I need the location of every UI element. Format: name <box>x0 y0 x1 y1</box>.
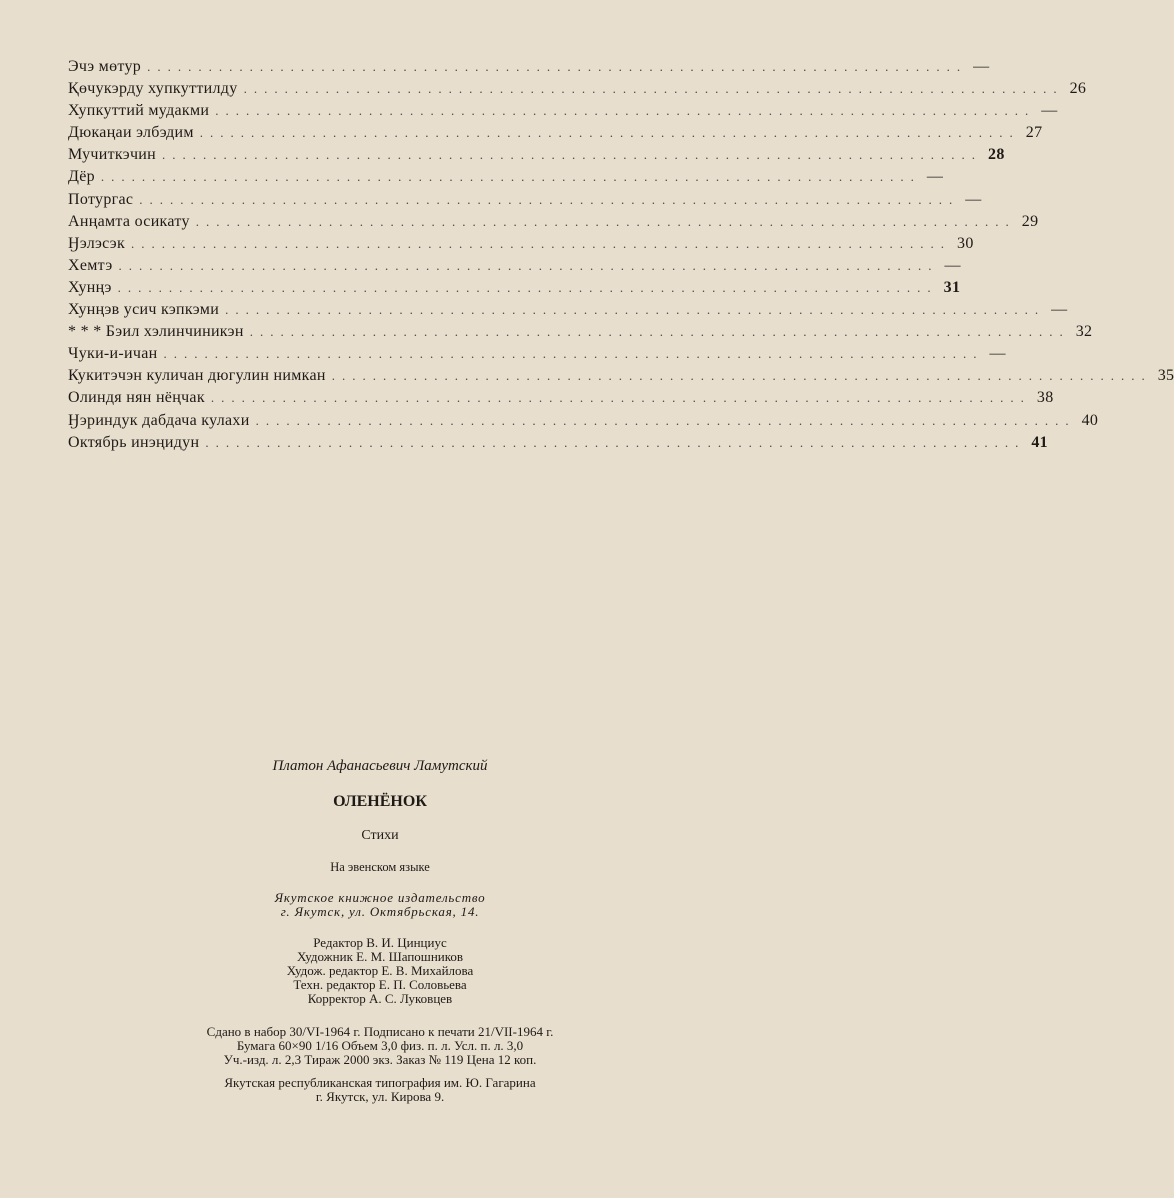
toc-entry-title: Анңамта осикату <box>68 212 190 230</box>
toc-entry-title: Хунңэ <box>68 278 112 296</box>
toc-entry-page: 28 <box>988 146 1005 164</box>
dot-leader: ................................................................................ <box>163 346 984 362</box>
book-language: На эвенском языке <box>330 860 430 874</box>
toc-entry-title: Чуки-и-ичан <box>68 345 158 363</box>
dot-leader: ................................................................................ <box>255 412 1076 428</box>
toc-entry-title: Хупкуттий мудакми <box>68 102 210 120</box>
toc-entry-page: 38 <box>1036 389 1054 407</box>
toc-entry <box>68 389 1054 411</box>
dot-leader: ................................................................................ <box>147 59 968 74</box>
toc-entry-page: — <box>926 168 944 186</box>
toc-entry <box>68 234 974 257</box>
toc-entry-title: Потургас <box>68 190 134 208</box>
print-info-line: Сдано в набор 30/VI-1964 г. Подписано к печати 21/VII-1964 г. <box>206 1024 554 1039</box>
dot-leader: ................................................................................ <box>195 213 1016 229</box>
toc-entry-page: 40 <box>1081 411 1099 429</box>
toc-entry-title: Ӈэлэсэк <box>68 234 126 252</box>
credit-line: Худож. редактор Е. В. Михайлова <box>286 963 474 978</box>
book-genre: Стихи <box>361 828 399 843</box>
toc-entry-title: Хемтэ <box>68 256 113 274</box>
toc-entry-page: 41 <box>1031 433 1048 451</box>
toc-entry-page: 29 <box>1021 212 1039 230</box>
print-info-line: Бумага 60×90 1/16 Объем 3,0 физ. п. л. Усл. п. л. 3,0 <box>236 1038 524 1053</box>
dot-leader: ................................................................................ <box>139 191 960 207</box>
toc-entry-title: Мучиткэчин <box>68 146 157 164</box>
toc-entry-page: 35 <box>1157 367 1174 385</box>
print-info <box>0 1025 760 1067</box>
toc-entry <box>68 301 1068 323</box>
toc-entry <box>68 433 1048 456</box>
dot-leader: ................................................................................ <box>100 169 921 185</box>
toc-entry-page: — <box>973 58 990 75</box>
toc-entry <box>68 80 1087 102</box>
toc-entry <box>68 278 961 301</box>
toc-entry-title: Дёр <box>68 168 95 186</box>
toc-entry <box>68 102 1058 124</box>
toc-entry <box>68 256 961 279</box>
publisher-address: г. Якутск, ул. Октябрьская, 14. <box>280 904 480 919</box>
toc-entry-page: — <box>944 256 961 274</box>
toc-entry-page: — <box>1051 301 1068 319</box>
toc-entry-page: 27 <box>1025 124 1043 142</box>
toc-entry <box>68 323 1093 345</box>
toc-entry-title: Октябрь инэңидун <box>68 433 200 451</box>
toc-entry-page: — <box>989 345 1006 363</box>
toc-entry <box>68 168 944 190</box>
toc-entry-title: Қөчукэрду хупкуттилду <box>68 80 238 98</box>
printer-line: Якутская республиканская типография им. Ю. Гагарина <box>224 1075 536 1090</box>
toc-entry <box>68 367 1174 389</box>
toc-entry-title: Хунңэв усич кэпкэми <box>68 301 220 319</box>
toc-entry-title: Ӈэриндук дабдача кулахи <box>68 411 250 429</box>
dot-leader: ................................................................................ <box>131 235 952 251</box>
toc-entry <box>68 345 1006 367</box>
toc-entry <box>68 411 1099 434</box>
toc-entry <box>68 58 990 80</box>
dot-leader: ................................................................................ <box>249 324 1070 340</box>
toc-entry <box>68 146 1005 168</box>
dot-leader: ................................................................................ <box>199 125 1020 141</box>
toc-entry-page: — <box>1041 102 1058 120</box>
toc-entry <box>68 124 1043 146</box>
dot-leader: ................................................................................ <box>331 368 1152 384</box>
book-title: ОЛЕНЁНОК <box>333 793 427 810</box>
credits <box>0 936 760 1006</box>
publisher: Якутское книжное издательство <box>274 890 486 905</box>
dot-leader: ................................................................................ <box>215 103 1036 119</box>
dot-leader: ................................................................................ <box>162 147 983 163</box>
printer-info <box>0 1076 760 1104</box>
toc-entry <box>68 212 1039 235</box>
dot-leader: ................................................................................ <box>205 434 1026 450</box>
dot-leader: ................................................................................ <box>210 390 1031 406</box>
toc-entry-page: 32 <box>1075 323 1093 341</box>
toc-entry-page: 30 <box>957 234 974 252</box>
credit-line: Художник Е. М. Шапошников <box>296 949 464 964</box>
toc-entry-page: — <box>965 190 982 208</box>
toc-entry-page: 26 <box>1069 80 1087 98</box>
dot-leader: ................................................................................ <box>243 81 1064 97</box>
credit-line: Редактор В. И. Цинциус <box>313 935 447 950</box>
printer-line: г. Якутск, ул. Кирова 9. <box>315 1089 445 1104</box>
toc-entry-title: Кукитэчэн куличан дюгулин нимкан <box>68 367 326 385</box>
toc-entry-title: Эчэ мөтур <box>68 58 142 75</box>
print-info-line: Уч.-изд. л. 2,3 Тираж 2000 экз. Заказ № 119 Цена 12 коп. <box>223 1052 537 1067</box>
dot-leader: ................................................................................ <box>225 302 1046 318</box>
author-name: Платон Афанасьевич Ламутский <box>272 758 488 774</box>
table-of-contents <box>68 58 1174 456</box>
toc-entry-title: Олиндя нян нёңчак <box>68 389 205 407</box>
toc-entry-page: 31 <box>943 278 961 296</box>
dot-leader: ................................................................................ <box>117 279 938 295</box>
toc-entry-title: Дюкаңаи элбэдим <box>68 124 194 142</box>
toc-entry <box>68 190 982 213</box>
credit-line: Техн. редактор Е. П. Соловьева <box>293 977 467 992</box>
toc-entry-title: * * * Бэил хэлинчиникэн <box>68 323 244 341</box>
dot-leader: ................................................................................ <box>118 257 939 273</box>
credit-line: Корректор А. С. Луковцев <box>307 991 453 1006</box>
